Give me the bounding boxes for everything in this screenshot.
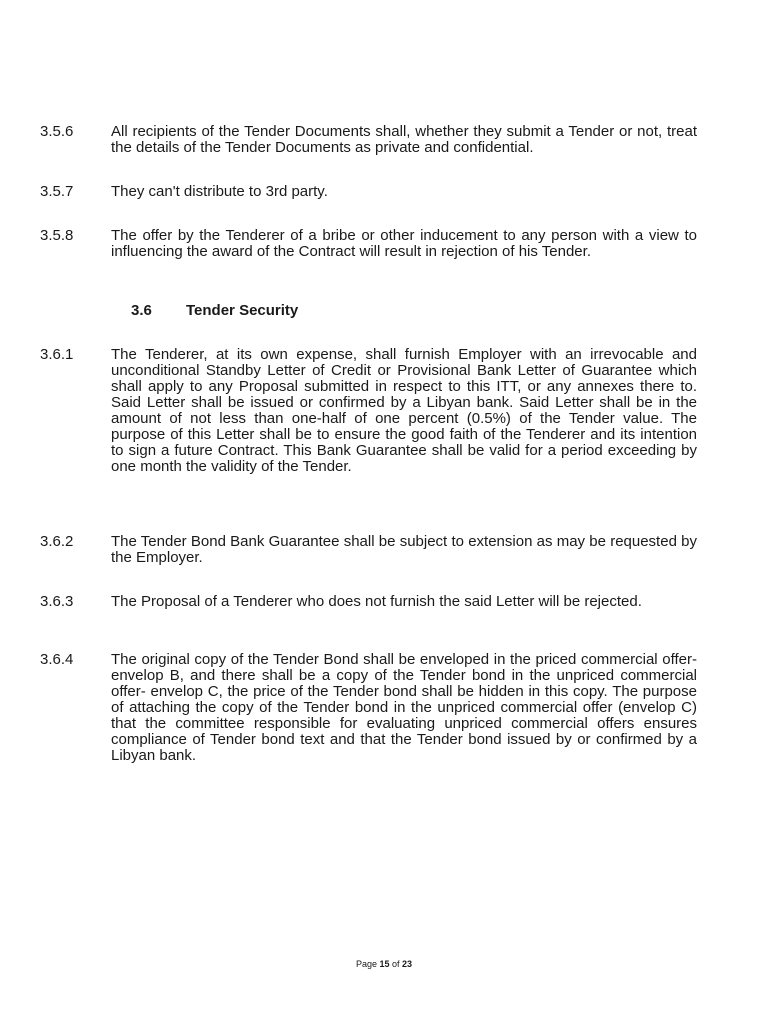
- section-title: Tender Security: [186, 302, 299, 319]
- clause-text: They can't distribute to 3rd party.: [111, 183, 328, 200]
- clause-text: The Proposal of a Tenderer who does not furnish the said Letter will be rejected.: [111, 593, 642, 610]
- section-number: 3.6: [131, 302, 152, 319]
- clause-text: The Tender Bond Bank Guarantee shall be subject to extension as may be requested by the Employer.: [111, 533, 697, 566]
- clause-number: 3.6.3: [40, 593, 74, 610]
- clause-text: The Tenderer, at its own expense, shall furnish Employer with an irrevocable and unconditional Standby Letter of Credit or Provisional Bank Letter of Guarantee which shall apply to any Proposal submitted in respect to this ITT, or any annexes there to. Said Letter shall be issued or confirmed by a Libyan bank. Said Letter shall be in the amount of not less than one-half of one percent (0.5%) of the Tender value. The purpose of this Letter shall be to ensure the good faith of the Tenderer and its intention to sign a future Contract. This Bank Guarantee shall be valid for a period exceeding by one month the validity of the Tender.: [111, 346, 697, 475]
- clause-number: 3.5.6: [40, 123, 74, 140]
- clause-number: 3.6.2: [40, 533, 74, 550]
- clause-number: 3.5.7: [40, 183, 74, 200]
- current-page-number: 15: [379, 959, 390, 969]
- page-label: Page: [355, 959, 377, 969]
- clause-text: All recipients of the Tender Documents shall, whether they submit a Tender or not, treat the details of the Tender Documents as private and confidential.: [111, 123, 697, 156]
- clause-number: 3.5.8: [40, 227, 74, 244]
- of-label: of: [392, 959, 400, 969]
- clause-number: 3.6.1: [40, 346, 74, 363]
- clause-text: The offer by the Tenderer of a bribe or other inducement to any person with a view to influencing the award of the Contract will result in rejection of his Tender.: [111, 227, 697, 260]
- total-pages-number: 23: [402, 959, 413, 969]
- clause-number: 3.6.4: [40, 651, 74, 668]
- page-footer: [0, 958, 768, 970]
- clause-text: The original copy of the Tender Bond shall be enveloped in the priced commercial offer- envelop B, and there shall be a copy of the Tender bond in the unpriced commercial offer- envelop C, the price of the Tender bond shall be hidden in this copy. The purpose of attaching the copy of the Tender bond in the unpriced commercial offer (envelop C) that the committee responsible for evaluating unpriced commercial offers ensures compliance of Tender bond text and that the Tender bond issued by or confirmed by a Libyan bank.: [111, 651, 697, 764]
